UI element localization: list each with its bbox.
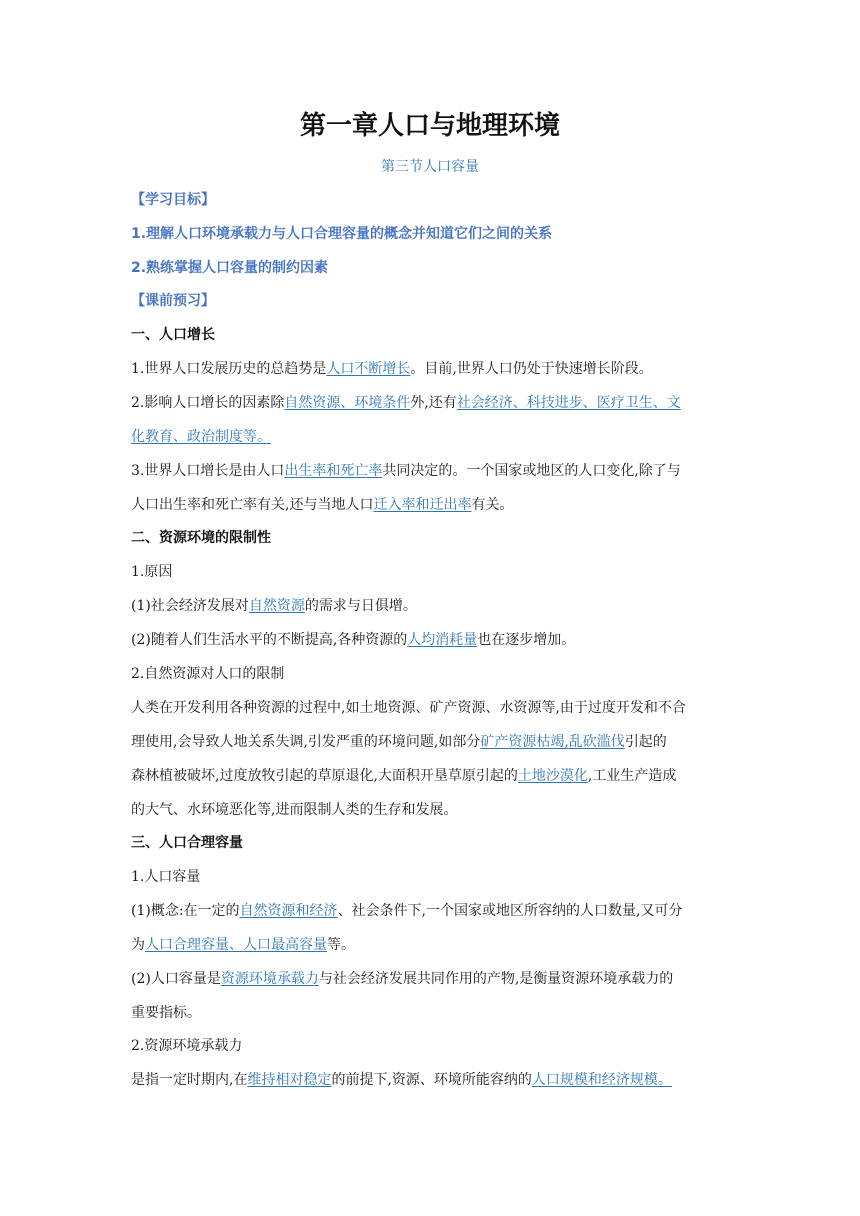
answer-blank: 出生率和死亡率	[284, 463, 383, 479]
answer-blank: 矿产资源枯竭,乱砍滥伐	[480, 734, 625, 750]
section-2-heading: 二、资源环境的限制性	[131, 530, 271, 546]
s2-item-1: 1.原因	[131, 564, 173, 580]
s3-item-2: 2.资源环境承载力	[131, 1038, 243, 1054]
goal-1: 1.理解人口环境承载力与人口合理容量的概念并知道它们之间的关系	[131, 226, 553, 242]
s3-item-1-2-line-1: (2)人口容量是资源环境承载力与社会经济发展共同作用的产物,是衡量资源环境承载力的	[131, 971, 674, 987]
answer-blank: 自然资源、环境条件	[284, 395, 411, 411]
chapter-title: 第一章人口与地理环境	[299, 111, 560, 141]
s1-paragraph-2-line-2	[131, 426, 731, 448]
s3-item-1-1-line-2: 为人口合理容量、人口最高容量等。	[131, 937, 355, 953]
answer-blank: 资源环境承载力	[220, 971, 319, 987]
s2-item-2: 2.自然资源对人口的限制	[131, 666, 285, 682]
s1-paragraph-3-line-1: 3.世界人口增长是由人口出生率和死亡率共同决定的。一个国家或地区的人口变化,除了与	[131, 463, 681, 479]
answer-blank: 自然资源和经济	[239, 903, 338, 919]
s3-item-1: 1.人口容量	[131, 869, 201, 885]
answer-blank: 人口规模和经济规模。	[531, 1072, 672, 1088]
s1-paragraph-1: 1.世界人口发展历史的总趋势是人口不断增长。目前,世界人口仍处于快速增长阶段。	[131, 361, 653, 377]
s3-item-1-1-line-1: (1)概念:在一定的自然资源和经济、社会条件下,一个国家或地区所容纳的人口数量,又可分	[131, 903, 683, 919]
answer-blank: 人均消耗量	[407, 632, 478, 648]
answer-blank: 迁入率和迁出率	[373, 497, 472, 513]
goal-2: 2.熟练掌握人口容量的制约因素	[131, 260, 329, 276]
section-subtitle: 第三节人口容量	[381, 159, 479, 175]
s3-item-1-2-line-2: 重要指标。	[131, 1005, 201, 1021]
s2-item-1-1: (1)社会经济发展对自然资源的需求与日俱增。	[131, 598, 417, 614]
s2-paragraph-line-3: 森林植被破坏,过度放牧引起的草原退化,大面积开垦草原引起的土地沙漠化,工业生产造成	[131, 768, 677, 784]
s2-item-1-2: (2)随着人们生活水平的不断提高,各种资源的人均消耗量也在逐步增加。	[131, 632, 576, 648]
s2-paragraph-line-2: 理使用,会导致人地关系失调,引发严重的环境问题,如部分矿产资源枯竭,乱砍滥伐引起的	[131, 734, 667, 750]
answer-blank: 化教育、政治制度等。	[131, 429, 271, 445]
answer-blank: 人口不断增长	[326, 361, 411, 377]
preview-heading: 【课前预习】	[131, 293, 215, 309]
answer-blank: 社会经济、科技进步、医疗卫生、文	[456, 395, 681, 411]
answer-blank: 人口合理容量、人口最高容量	[145, 937, 327, 953]
s2-paragraph-line-4: 的大气、水环境恶化等,进而限制人类的生存和发展。	[131, 802, 458, 818]
s3-item-2-paragraph: 是指一定时期内,在维持相对稳定的前提下,资源、环境所能容纳的人口规模和经济规模。	[131, 1072, 672, 1088]
s1-paragraph-2-line-1: 2.影响人口增长的因素除自然资源、环境条件外,还有社会经济、科技进步、医疗卫生、文	[131, 395, 681, 411]
answer-blank: 维持相对稳定	[247, 1072, 332, 1088]
s2-paragraph-line-1: 人类在开发利用各种资源的过程中,如土地资源、矿产资源、水资源等,由于过度开发和不合	[131, 700, 686, 716]
answer-blank: 自然资源	[248, 598, 305, 614]
s1-paragraph-3-line-2: 人口出生率和死亡率有关,还与当地人口迁入率和迁出率有关。	[131, 497, 514, 513]
section-3-heading: 三、人口合理容量	[131, 835, 243, 851]
study-goals-heading: 【学习目标】	[131, 192, 215, 208]
section-1-heading: 一、人口增长	[131, 327, 215, 343]
answer-blank: 土地沙漠化	[517, 768, 588, 784]
